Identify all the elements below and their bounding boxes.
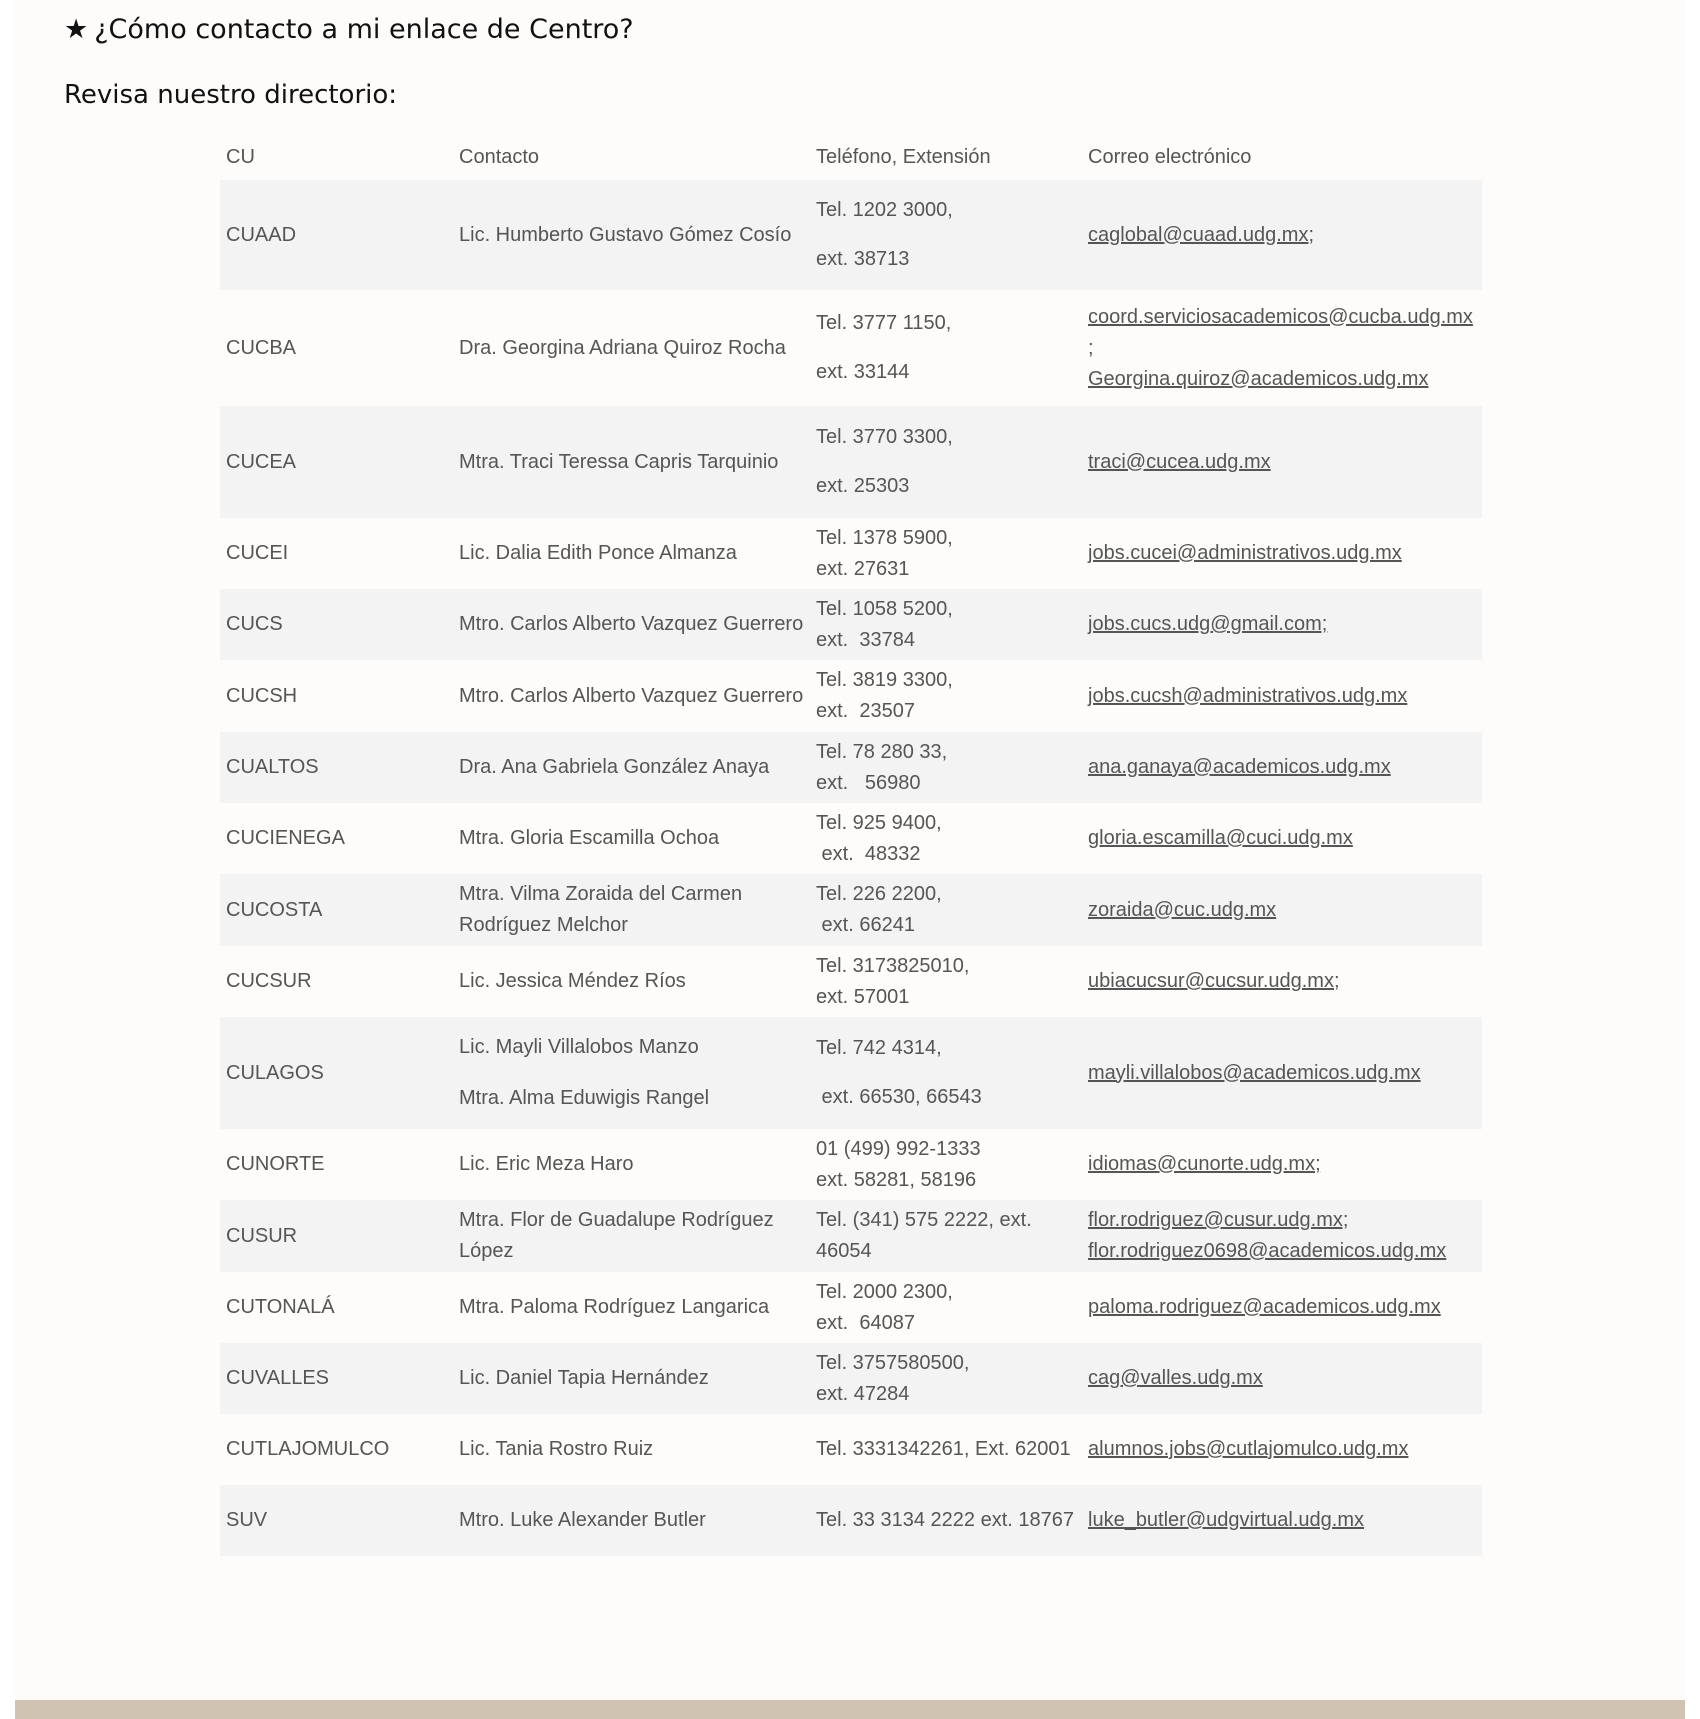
phone-number: Tel. 33 3134 2222 ext. 18767 [816,1509,1074,1531]
email-cell [1082,1343,1482,1414]
contact-name: Lic. Humberto Gustavo Gómez Cosío [459,223,792,246]
table-row [220,180,1482,290]
email-cell [1082,180,1482,290]
phone-cell [810,1017,1082,1129]
contact-cell [453,732,810,803]
contact-cell [453,660,810,732]
email-link[interactable]: caglobal@cuaad.udg.mx; [1088,223,1314,246]
email-link[interactable]: idiomas@cunorte.udg.mx; [1088,1153,1321,1175]
contact-cell [453,946,810,1017]
email-link[interactable]: zoraida@cuc.udg.mx [1088,898,1277,921]
email-cell [1082,1017,1482,1129]
table-row [220,946,1482,1017]
table-row [220,1129,1482,1200]
contact-cell [453,290,810,406]
phone-extension: ext. 66530, 66543 [816,1086,982,1108]
email-link[interactable]: Georgina.quiroz@academicos.udg.mx [1088,367,1429,390]
phone-cell [810,1414,1082,1485]
phone-number: 01 (499) 992-1333 [816,1137,981,1160]
contact-name: Mtro. Carlos Alberto Vazquez Guerrero [459,684,804,707]
contact-cell [453,406,810,518]
phone-number: Tel. 3173825010, [816,954,970,977]
table-row [220,290,1482,406]
email-link[interactable]: jobs.cucsh@administrativos.udg.mx [1088,684,1408,707]
email-link[interactable]: flor.rodriguez0698@academicos.udg.mx [1088,1240,1447,1262]
phone-cell [810,1272,1082,1343]
contact-cell [453,589,810,660]
email-link[interactable]: coord.serviciosacademicos@cucba.udg.mx [1088,305,1473,328]
email-link[interactable]: jobs.cucei@administrativos.udg.mx [1088,542,1402,564]
phone-cell [810,518,1082,589]
phone-cell [810,874,1082,946]
cu-name: CUSUR [220,1200,453,1272]
section-heading [64,14,634,45]
contact-cell [453,874,810,946]
phone-extension: ext. 33784 [816,628,915,651]
phone-extension: ext. 23507 [816,700,915,722]
email-cell [1082,1414,1482,1485]
header-contacto: Contacto [459,145,540,168]
phone-cell [810,1129,1082,1200]
contact-cell [453,518,810,589]
contact-name: Lic. Dalia Edith Ponce Almanza [459,542,737,564]
table-row [220,660,1482,732]
contact-name: Mtro. Carlos Alberto Vazquez Guerrero [459,613,804,635]
email-link[interactable]: jobs.cucs.udg@gmail.com; [1088,613,1328,635]
table-row [220,1414,1482,1485]
phone-cell [810,803,1082,874]
cu-name: CULAGOS [220,1017,453,1129]
table-row [220,1200,1482,1272]
email-link[interactable]: ana.ganaya@academicos.udg.mx [1088,756,1391,778]
star-icon: ★ [64,14,89,45]
email-link[interactable]: ; [1088,336,1094,359]
cu-name: CUCEI [226,542,289,564]
email-link[interactable]: cag@valles.udg.mx [1088,1367,1263,1389]
email-link[interactable]: alumnos.jobs@cutlajomulco.udg.mx [1088,1438,1409,1460]
phone-cell [810,732,1082,803]
table-row [220,803,1482,874]
email-cell [1082,1200,1482,1272]
phone-extension: ext. 64087 [816,1311,915,1334]
cu-name: CUCEA [220,406,453,518]
contact-cell [453,180,810,290]
email-cell [1082,946,1482,1017]
table-row [220,406,1482,518]
cu-name: CUTONALÁ [226,1296,335,1318]
header-cu: CU [226,145,255,168]
cu-name: CUCSUR [226,970,312,992]
contact-name: Mtra. Vilma Zoraida del Carmen Rodríguez Melchor [459,883,743,936]
contact-name: Lic. Tania Rostro Ruiz [459,1438,654,1460]
contact-cell [453,1129,810,1200]
table-row [220,1272,1482,1343]
phone-cell [810,660,1082,732]
contact-name: Mtra. Paloma Rodríguez Langarica [459,1296,770,1318]
email-link[interactable]: ubiacucsur@cucsur.udg.mx; [1088,970,1340,992]
email-cell [1082,660,1482,732]
phone-extension: ext. 57001 [816,985,910,1008]
directory-table [220,134,1482,1556]
phone-extension: ext. 48332 [816,842,921,865]
phone-cell [810,1343,1082,1414]
contact-name: Mtra. Gloria Escamilla Ochoa [459,827,720,849]
phone-extension: ext. 66241 [816,914,915,936]
cu-name: CUTLAJOMULCO [226,1438,390,1460]
email-cell [1082,518,1482,589]
contact-cell [453,1017,810,1129]
phone-cell [810,180,1082,290]
contact-name: Lic. Eric Meza Haro [459,1153,634,1175]
cu-name: CUCSH [226,684,298,707]
phone-number: Tel. 226 2200, [816,883,942,905]
phone-number: Tel. 1378 5900, [816,526,953,549]
phone-number: Tel. 3777 1150, [816,312,952,334]
email-cell [1082,874,1482,946]
contact-cell [453,803,810,874]
email-cell [1082,1272,1482,1343]
bottom-band [15,1700,1685,1719]
contact-name: Mtra. Alma Eduwigis Rangel [459,1087,710,1109]
contact-cell [453,1343,810,1414]
email-cell [1082,803,1482,874]
phone-number: Tel. 3757580500, [816,1351,970,1374]
email-cell [1082,406,1482,518]
table-row [220,1485,1482,1556]
table-row [220,1017,1482,1129]
phone-extension: ext. 56980 [816,771,921,794]
email-cell [1082,1129,1482,1200]
email-link[interactable]: traci@cucea.udg.mx [1088,450,1271,473]
phone-cell [810,290,1082,406]
contact-cell [453,1414,810,1485]
phone-number: Tel. (341) 575 2222, ext. 46054 [816,1209,1038,1262]
phone-extension: ext. 25303 [816,475,910,497]
table-header-row [220,134,1482,180]
directory-body [220,180,1482,1556]
intro-text: Revisa nuestro directorio: [64,80,398,110]
contact-name: Dra. Georgina Adriana Quiroz Rocha [459,336,786,359]
phone-number: Tel. 1058 5200, [816,597,953,620]
phone-number: Tel. 925 9400, [816,811,942,834]
contact-name: Dra. Ana Gabriela González Anaya [459,756,770,778]
contact-name: Mtro. Luke Alexander Butler [459,1509,706,1531]
phone-extension: ext. 27631 [816,557,910,580]
cu-name: CUCBA [226,336,297,359]
contact-cell [453,1272,810,1343]
email-cell [1082,589,1482,660]
header-correo: Correo electrónico [1088,145,1252,168]
table-row [220,874,1482,946]
cu-name: CUAAD [220,180,453,290]
table-row [220,1343,1482,1414]
phone-extension: ext. 38713 [816,248,910,270]
phone-number: Tel. 1202 3000, [816,199,953,221]
phone-extension: ext. 58281, 58196 [816,1168,977,1191]
phone-cell [810,1200,1082,1272]
email-link[interactable]: paloma.rodriguez@academicos.udg.mx [1088,1296,1441,1318]
phone-number: Tel. 3819 3300, [816,669,953,691]
phone-number: Tel. 2000 2300, [816,1280,953,1303]
contact-name: Lic. Daniel Tapia Hernández [459,1367,709,1389]
phone-number: Tel. 78 280 33, [816,740,948,763]
contact-cell [453,1485,810,1556]
table-row [220,518,1482,589]
table-row [220,589,1482,660]
contact-name: Mtra. Flor de Guadalupe Rodríguez López [459,1209,774,1262]
table-row [220,732,1482,803]
email-cell [1082,290,1482,406]
phone-cell [810,946,1082,1017]
phone-extension: ext. 33144 [816,361,910,383]
phone-extension: ext. 47284 [816,1382,910,1405]
contact-name: Lic. Jessica Méndez Ríos [459,970,686,992]
contact-name: Mtra. Traci Teressa Capris Tarquinio [459,450,779,473]
phone-cell [810,1485,1082,1556]
contact-cell [453,1200,810,1272]
header-telefono: Teléfono, Extensión [816,145,991,168]
cu-name: CUNORTE [226,1153,325,1175]
cu-name: CUCIENEGA [226,827,345,849]
email-link[interactable]: gloria.escamilla@cuci.udg.mx [1088,827,1353,849]
email-link[interactable]: mayli.villalobos@academicos.udg.mx [1088,1061,1421,1084]
email-cell [1082,1485,1482,1556]
cu-name: CUCOSTA [220,874,453,946]
email-link[interactable]: flor.rodriguez@cusur.udg.mx; [1088,1209,1349,1231]
phone-number: Tel. 742 4314, [816,1037,942,1059]
contact-name: Lic. Mayli Villalobos Manzo [459,1036,699,1058]
phone-cell [810,589,1082,660]
heading-text: ¿Cómo contacto a mi enlace de Centro? [94,14,634,45]
phone-number: Tel. 3770 3300, [816,426,953,448]
cu-name: CUVALLES [220,1343,453,1414]
cu-name: CUCS [220,589,453,660]
email-link[interactable]: luke_butler@udgvirtual.udg.mx [1088,1509,1365,1531]
cu-name: CUALTOS [220,732,453,803]
email-cell [1082,732,1482,803]
cu-name: SUV [220,1485,453,1556]
phone-number: Tel. 3331342261, Ext. 62001 [816,1438,1071,1460]
phone-cell [810,406,1082,518]
